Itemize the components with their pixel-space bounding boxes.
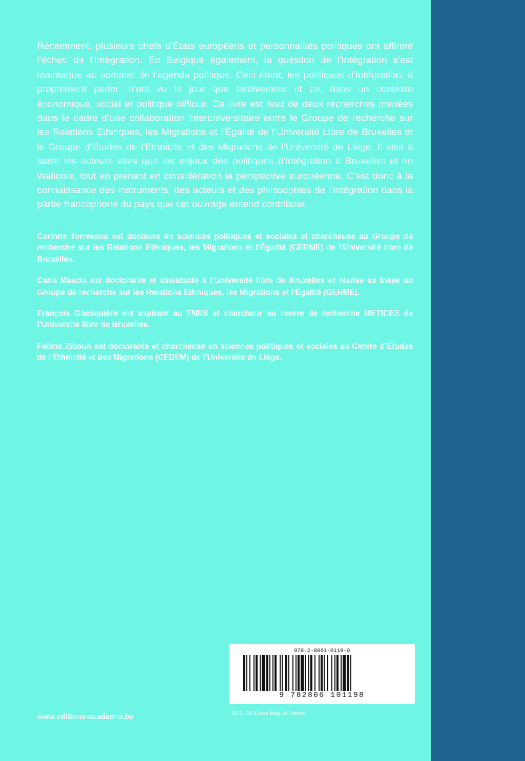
barcode-bar xyxy=(266,655,268,691)
barcode-bar xyxy=(254,655,255,691)
author-bio-zibouh: Fatima Zibouh est doctorante et chercheuse en sciences politiques et sociales au Centre d’Études de l’Ethnicité et des Migrations (CEDEM) de l’Université de Liège. xyxy=(37,341,413,363)
author-bio-mascia: Carla Mascia est doctorante et assistante à l’Université libre de Bruxelles et réalise sa thèse au Groupe de recherche sur les Relations Ethniques, les Migrations et l’Égalité (GERME). xyxy=(37,276,413,297)
barcode-bar xyxy=(324,655,325,691)
barcode-icon xyxy=(243,655,403,691)
barcode-bar xyxy=(341,655,342,691)
barcode-bar xyxy=(260,655,261,691)
barcode-bar xyxy=(262,655,265,691)
barcode-bar xyxy=(314,655,315,691)
barcode-bar xyxy=(249,655,250,691)
barcode-bar xyxy=(301,655,304,691)
barcode-bar xyxy=(298,655,300,691)
barcode-bar xyxy=(343,655,346,691)
barcode-bar xyxy=(336,655,338,691)
barcode-bar xyxy=(272,655,273,691)
barcode-bar xyxy=(308,655,309,691)
barcode-bar xyxy=(275,655,277,691)
barcode-bar xyxy=(334,655,335,691)
barcode-bar xyxy=(292,655,293,691)
barcode-bar xyxy=(296,655,297,691)
barcode-bar xyxy=(327,655,328,691)
barcode-bar xyxy=(319,655,320,691)
barcode-box xyxy=(229,644,415,704)
summary-text: Récemment, plusieurs chefs d’États européens et personnalités politiques ont affirmé l’échec de l’intégration. En Belgique également, la question de l’intégration s’est maintenue au sommet de l’agenda politique. Ceci étant, les politiques d’intégration, à proprement parler, n’ont vu le jour que tardivement et ce, dans un contexte économique, social et politique difficile. Ce livre est issu de deux recherches menées dans le cadre d’une collaboration interuniversitaire entre le Groupe de recherche sur les Relations Ethniques, les Migrations et l’Égalité de l’Université Libre de Bruxelles et le Groupe d’Études de l’Ethnicité et des Migrations de l’Université de Liège. Il vise à saisir les acteurs ainsi que les enjeux des politiques d’intégration à Bruxelles et en Wallonie, tout en prenant en considération la perspective européenne. C’est donc à la connaissance des instruments, des acteurs et des philosophies de l’intégration dans la partie francophone du pays que cet ouvrage entend contribuer. xyxy=(37,41,413,211)
author-bio-ghesquiere: François Ghesquière est aspirant au FNRS et chercheur au centre de recherche METICES de l’Université libre de Bruxelles. xyxy=(37,308,413,330)
barcode-bar xyxy=(285,655,287,691)
barcode-bar xyxy=(280,655,281,691)
barcode-bar xyxy=(321,655,323,691)
barcode-bar xyxy=(305,655,306,691)
barcode-bar xyxy=(347,655,349,691)
barcode-bar xyxy=(282,655,283,691)
barcode-bar xyxy=(350,655,351,691)
barcode-bar xyxy=(288,655,289,691)
isbn-digits: 9 782806 101198 xyxy=(279,692,365,700)
barcode-bar xyxy=(246,655,247,691)
price-label: 22 € - 24 € hors Belg. et France xyxy=(232,711,305,717)
barcode-bar xyxy=(331,655,332,691)
barcode-bar xyxy=(269,655,270,691)
back-cover-content xyxy=(37,40,413,374)
author-bio-torrekens: Corinne Torrekens est docteure en sciences politiques et sociales et chercheuse au Groupe de recherche sur les Relations Ethniques, les Migrations et l’Égalité (GERME) de l’Université libre de Bruxelles. xyxy=(37,231,413,264)
barcode-bar xyxy=(256,655,258,691)
barcode-bar xyxy=(310,655,312,691)
barcode-bar xyxy=(243,655,245,691)
website-link[interactable]: www.editions-academia.be xyxy=(37,712,134,721)
isbn-label: 978-2-8061-0119-8 xyxy=(293,647,351,654)
spine-band xyxy=(431,0,525,761)
